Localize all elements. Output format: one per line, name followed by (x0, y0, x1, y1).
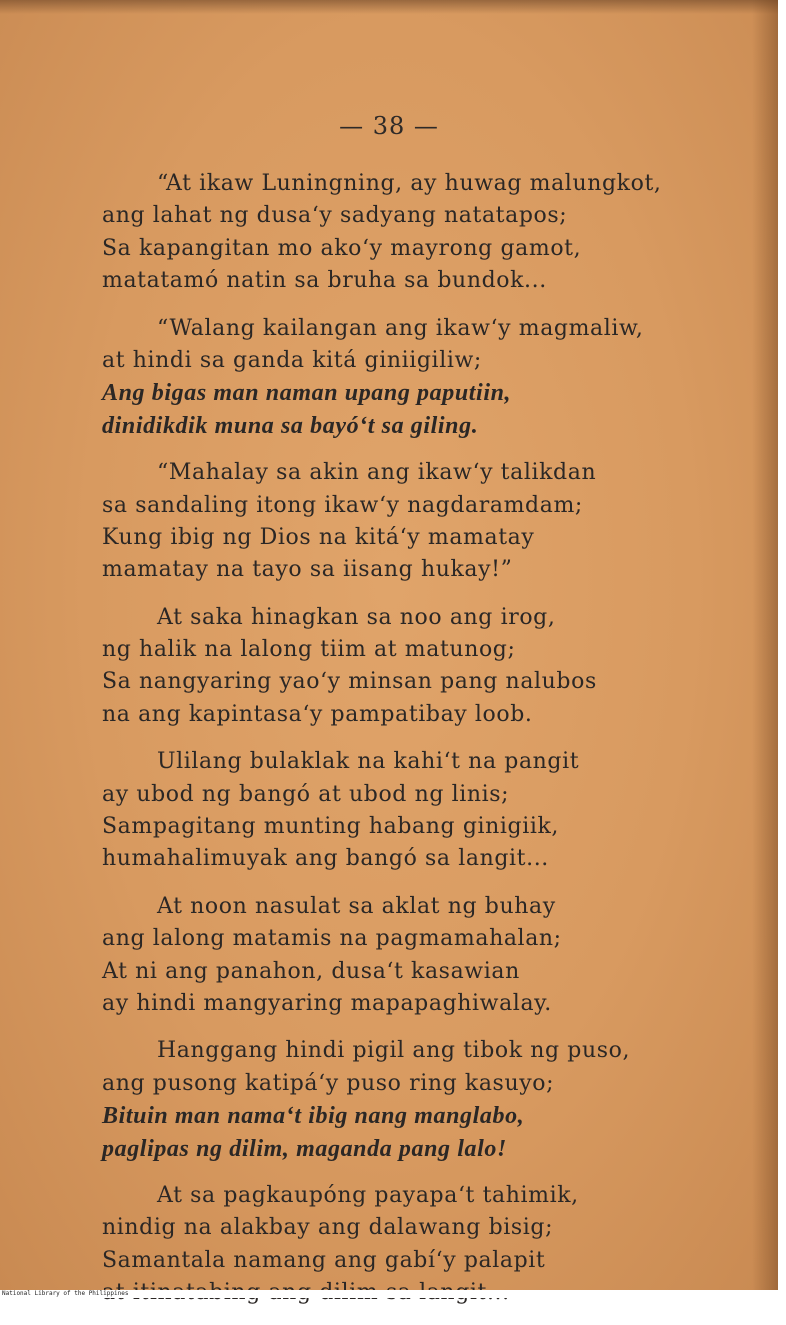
poem-body (102, 168, 742, 1325)
poem-line: ng halik na lalong tiim at matunog; (102, 637, 516, 663)
poem-line: Kung ibig ng Dios na kitá‘y mamatay (102, 524, 535, 550)
poem-line: At saka hinagkan sa noo ang irog, (157, 604, 556, 630)
poem-line: Ang bigas man naman upang paputiin, (102, 380, 512, 407)
poem-line: Sampagitang munting habang ginigiik, (102, 814, 560, 840)
footer-credit: National Library of the Philippines (2, 1290, 129, 1297)
poem-line: ay ubod ng bangó at ubod ng linis; (102, 781, 510, 807)
poem-line: At sa pagkaupóng payapa‘t tahimik, (157, 1182, 579, 1208)
stanza (102, 1035, 742, 1165)
poem-line: mamatay na tayo sa iisang hukay!” (102, 557, 513, 583)
poem-line: ang lahat ng dusa‘y sadyang natatapos; (102, 203, 568, 229)
poem-line: Bituin man nama‘t ibig nang manglabo, (102, 1103, 525, 1130)
poem-line: ang lalong matamis na pagmamahalan; (102, 926, 562, 952)
poem-line: paglipas ng dilim, maganda pang lalo! (102, 1135, 507, 1162)
page-top-shadow (0, 0, 778, 14)
poem-line: “Mahalay sa akin ang ikaw‘y talikdan (157, 460, 597, 486)
poem-line: Samantala namang ang gabí‘y palapit (102, 1247, 546, 1273)
stanza (102, 168, 742, 298)
poem-line: “Walang kailangan ang ikaw‘y magmaliw, (157, 315, 644, 341)
poem-line: Ulilang bulaklak na kahi‘t na pangit (157, 749, 580, 775)
page-right-shadow (752, 0, 778, 1290)
poem-line: Sa nangyaring yao‘y minsan pang nalubos (102, 669, 597, 695)
poem-line: ang pusong katipá‘y puso ring kasuyo; (102, 1070, 555, 1096)
poem-line: sa sandaling itong ikaw‘y nagdaramdam; (102, 492, 583, 518)
poem-line: na ang kapintasa‘y pampatibay loob. (102, 701, 533, 727)
stanza (102, 891, 742, 1021)
poem-line: At noon nasulat sa aklat ng buhay (157, 893, 556, 919)
stanza (102, 746, 742, 876)
stanza (102, 602, 742, 732)
poem-line: Sa kapangitan mo ako‘y mayrong gamot, (102, 235, 582, 261)
poem-line: humahalimuyak ang bangó sa langit... (102, 846, 549, 872)
poem-line: nindig na alakbay ang dalawang bisig; (102, 1215, 554, 1241)
poem-line: ay hindi mangyaring mapapaghiwalay. (102, 990, 552, 1016)
poem-line: Hanggang hindi pigil ang tibok ng puso, (157, 1038, 631, 1064)
poem-line: matatamó natin sa bruha sa bundok... (102, 268, 547, 294)
poem-line: “At ikaw Luningning, ay huwag malungkot, (157, 171, 662, 196)
poem-line: at hindi sa ganda kitá giniigiliw; (102, 347, 482, 373)
poem-line: dinidikdik muna sa bayó‘t sa giling. (102, 412, 479, 439)
page-number: — 38 — (339, 112, 439, 140)
poem-line: At ni ang panahon, dusa‘t kasawian (102, 958, 520, 984)
stanza (102, 313, 742, 443)
stanza (102, 457, 742, 587)
